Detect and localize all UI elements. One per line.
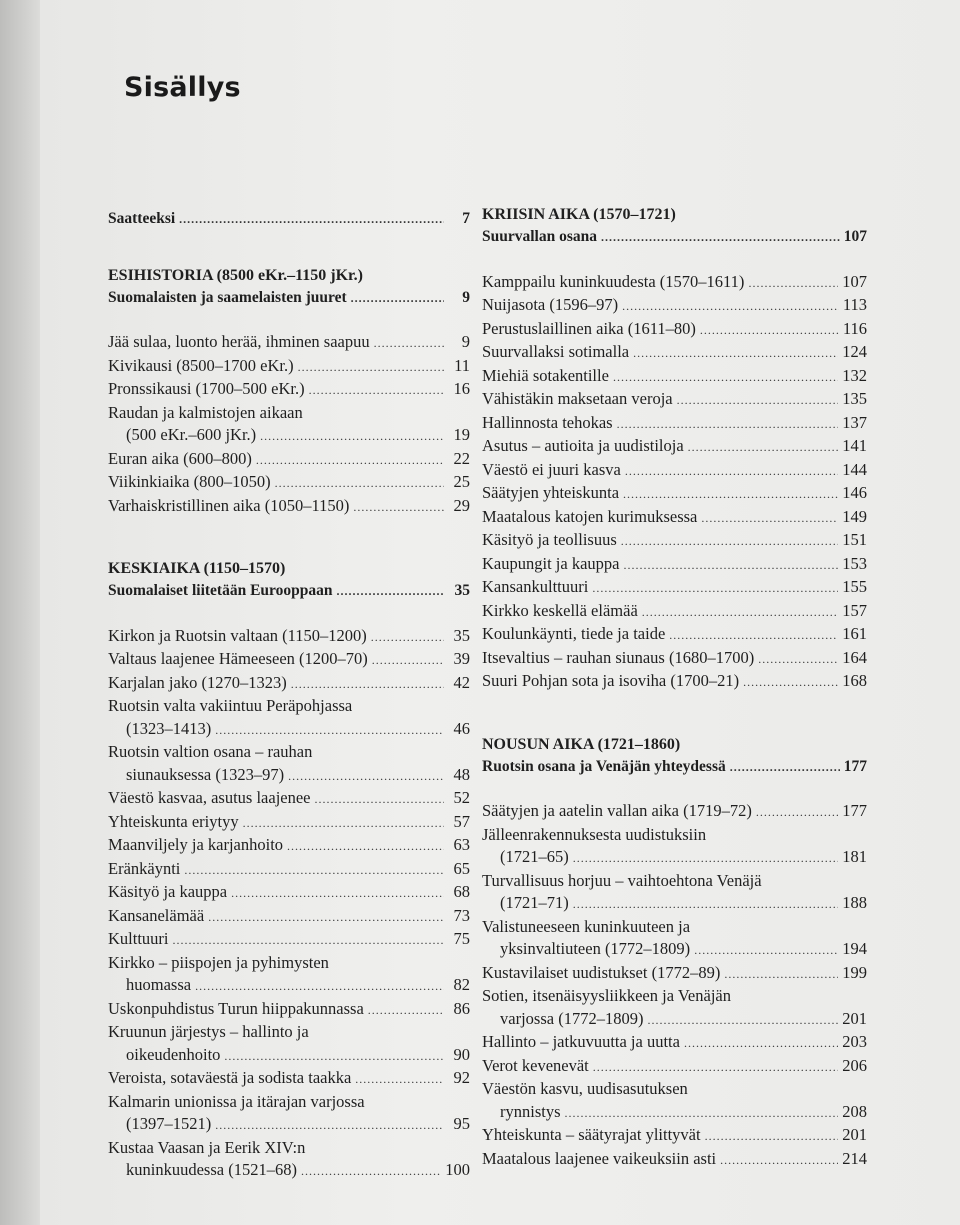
toc-section-title: ESIHISTORIA (8500 eKr.–1150 jKr.) bbox=[108, 266, 364, 284]
toc-entry bbox=[108, 787, 470, 811]
leader-dots bbox=[633, 341, 838, 365]
toc-entry-page: 95 bbox=[453, 1114, 470, 1133]
toc-entry-label: Yhteiskunta eriytyy bbox=[108, 811, 239, 831]
toc-entry-label: Säätyjen yhteiskunta bbox=[482, 483, 620, 502]
toc-entry-label: huomassa bbox=[126, 975, 192, 994]
toc-entry-label: Jää sulaa, luonto herää, ihminen saapuu bbox=[108, 332, 370, 351]
toc-entry-label: Valtaus laajenee Hämeeseen (1200–70) bbox=[108, 649, 368, 668]
toc-entry-page: 35 bbox=[453, 625, 470, 645]
toc-entry bbox=[108, 905, 470, 929]
toc-column-right bbox=[482, 204, 867, 1171]
toc-entry bbox=[108, 1113, 470, 1137]
toc-entry bbox=[482, 412, 867, 436]
leader-dots bbox=[195, 974, 444, 998]
toc-entry-page: 146 bbox=[842, 483, 867, 502]
toc-entry-label: Suuri Pohjan sota ja isoviha (1700–21) bbox=[482, 671, 740, 690]
leader-dots bbox=[224, 1044, 444, 1068]
toc-entry-label: (1323–1413) bbox=[126, 718, 212, 738]
toc-entry-page: 135 bbox=[842, 389, 867, 408]
leader-dots bbox=[622, 294, 839, 318]
toc-entry bbox=[108, 764, 470, 788]
leader-dots bbox=[613, 365, 838, 389]
page-title: Sisällys bbox=[124, 72, 241, 103]
toc-entry-label: Varhaiskristillinen aika (1050–1150) bbox=[108, 495, 350, 515]
toc-entry-label-line1: Sotien, itsenäisyysliikkeen ja Venäjän bbox=[482, 986, 731, 1005]
toc-entry-page: 35 bbox=[454, 582, 470, 599]
leader-dots bbox=[758, 647, 838, 671]
toc-entry-label: Väestö ei juuri kasva bbox=[482, 459, 621, 479]
toc-entry-page: 113 bbox=[842, 295, 867, 314]
toc-entry-page: 9 bbox=[462, 288, 470, 306]
toc-entry-label: Säätyjen ja aatelin vallan aika (1719–72) bbox=[482, 801, 752, 820]
toc-entry-label: Kivikausi (8500–1700 eKr.) bbox=[108, 355, 294, 375]
toc-entry-page: 161 bbox=[842, 624, 867, 643]
toc-entry-page: 19 bbox=[453, 425, 470, 444]
toc-entry-label: Pronssikausi (1700–500 eKr.) bbox=[108, 379, 305, 398]
toc-entry bbox=[482, 962, 867, 986]
toc-entry bbox=[482, 670, 867, 694]
leader-dots bbox=[231, 881, 444, 905]
toc-entry-page: 199 bbox=[842, 962, 867, 982]
toc-entry-label: oikeudenhoito bbox=[126, 1044, 221, 1064]
toc-entry-label: Kansanelämää bbox=[108, 905, 205, 925]
leader-dots bbox=[184, 858, 444, 882]
leader-dots bbox=[351, 287, 444, 310]
toc-entry-label: Karjalan jako (1270–1323) bbox=[108, 672, 287, 692]
leader-dots bbox=[677, 388, 839, 412]
toc-entry-label: Kamppailu kuninkuudesta (1570–1611) bbox=[482, 271, 745, 291]
toc-entry-label: (500 eKr.–600 jKr.) bbox=[126, 425, 257, 444]
leader-dots bbox=[215, 1113, 444, 1137]
leader-dots bbox=[701, 506, 838, 530]
toc-entry-page: 181 bbox=[842, 847, 867, 866]
toc-entry-page: 52 bbox=[453, 788, 470, 807]
toc-entry bbox=[482, 506, 867, 530]
toc-entry-label: Hallinto – jatkuvuutta ja uutta bbox=[482, 1032, 680, 1051]
toc-entry-label: Koulunkäynti, tiede ja taide bbox=[482, 624, 666, 643]
toc-entry bbox=[482, 1008, 867, 1032]
toc-entry-label-line1: Ruotsin valta vakiintuu Peräpohjassa bbox=[108, 696, 353, 715]
leader-dots bbox=[287, 834, 444, 858]
toc-entry-page: 107 bbox=[842, 271, 867, 291]
toc-entry bbox=[482, 938, 867, 962]
toc-entry bbox=[482, 529, 867, 553]
toc-column-left bbox=[108, 208, 470, 1183]
toc-entry bbox=[482, 459, 867, 483]
toc-entry bbox=[482, 647, 867, 671]
toc-entry-page: 100 bbox=[445, 1160, 470, 1179]
leader-dots bbox=[368, 998, 444, 1022]
toc-section-header bbox=[108, 558, 470, 603]
toc-entry-label: Maanviljely ja karjanhoito bbox=[108, 835, 284, 854]
toc-entry-label: Maatalous laajenee vaikeuksiin asti bbox=[482, 1148, 717, 1168]
toc-entry-label: Kirkon ja Ruotsin valtaan (1150–1200) bbox=[108, 625, 367, 645]
toc-entry-label: Kansankulttuuri bbox=[482, 577, 589, 596]
leader-dots bbox=[291, 672, 444, 696]
toc-entry-page: 7 bbox=[462, 210, 470, 227]
toc-entry-label: Hallinnosta tehokas bbox=[482, 412, 613, 432]
leader-dots bbox=[647, 1008, 838, 1032]
leader-dots bbox=[179, 208, 444, 231]
toc-entry-label: varjossa (1772–1809) bbox=[500, 1008, 644, 1028]
toc-entry bbox=[482, 1148, 867, 1172]
toc-entry-page: 92 bbox=[453, 1068, 470, 1087]
toc-entry-page: 188 bbox=[842, 893, 867, 912]
toc-entry-page: 137 bbox=[842, 412, 867, 432]
leader-dots bbox=[593, 1055, 839, 1079]
toc-entry-label: Yhteiskunta – säätyrajat ylittyvät bbox=[482, 1125, 701, 1144]
toc-section bbox=[108, 265, 470, 519]
toc-entry-label: Perustuslaillinen aika (1611–80) bbox=[482, 318, 696, 338]
toc-entry-label: Maatalous katojen kurimuksessa bbox=[482, 506, 698, 526]
toc-entry bbox=[108, 648, 470, 672]
toc-entry-page: 42 bbox=[453, 672, 470, 692]
toc-entry-label: Saatteeksi bbox=[108, 210, 176, 227]
toc-section-subtitle bbox=[108, 580, 470, 603]
toc-entry-page: 141 bbox=[842, 436, 867, 455]
toc-entry-page: 208 bbox=[842, 1101, 867, 1121]
leader-dots bbox=[301, 1159, 441, 1183]
toc-entry bbox=[482, 553, 867, 577]
toc-section-subtitle bbox=[482, 756, 867, 779]
leader-dots bbox=[256, 448, 444, 472]
toc-entry-page: 214 bbox=[842, 1148, 867, 1168]
leader-dots bbox=[573, 892, 839, 916]
toc-entry bbox=[482, 600, 867, 624]
toc-entry-page: 73 bbox=[453, 905, 470, 925]
toc-entry bbox=[482, 271, 867, 295]
toc-section bbox=[482, 734, 867, 1172]
toc-entry-label: Suurvallan osana bbox=[482, 228, 598, 245]
toc-entry-label: Käsityö ja kauppa bbox=[108, 882, 228, 901]
leader-dots bbox=[743, 670, 838, 694]
toc-entry-page: 39 bbox=[453, 649, 470, 668]
toc-entry-page: 177 bbox=[843, 757, 867, 775]
toc-entry-label: (1397–1521) bbox=[126, 1114, 212, 1133]
toc-entry bbox=[482, 1101, 867, 1125]
toc-entry-label: Kulttuuri bbox=[108, 929, 169, 948]
leader-dots bbox=[700, 318, 839, 342]
toc-sections-right bbox=[482, 204, 867, 1171]
toc-sections-left bbox=[108, 265, 470, 1183]
toc-entry bbox=[108, 928, 470, 952]
toc-entry bbox=[108, 1067, 470, 1091]
toc-entry-label: Kustavilaiset uudistukset (1772–89) bbox=[482, 962, 721, 982]
toc-entry-label: Ruotsin osana ja Venäjän yhteydessä bbox=[482, 757, 726, 775]
toc-entry bbox=[108, 974, 470, 998]
toc-entry bbox=[482, 800, 867, 824]
toc-entry-label-line1: Turvallisuus horjuu – vaihtoehtona Venäjä bbox=[482, 870, 762, 890]
toc-entry bbox=[108, 1044, 470, 1068]
toc-entry-page: 75 bbox=[453, 929, 470, 948]
toc-entry bbox=[108, 448, 470, 472]
toc-entry bbox=[108, 625, 470, 649]
toc-section-subtitle bbox=[482, 226, 867, 249]
leader-dots bbox=[694, 938, 838, 962]
toc-entry-page: 90 bbox=[453, 1044, 470, 1064]
toc-entry-page: 16 bbox=[453, 379, 470, 398]
toc-entry-label-line1: Väestön kasvu, uudisasutuksen bbox=[482, 1079, 688, 1098]
toc-entry-page: 149 bbox=[842, 506, 867, 526]
toc-entry-label-line1: Kalmarin unionissa ja itärajan varjossa bbox=[108, 1091, 365, 1111]
toc-entry-page: 107 bbox=[843, 228, 867, 245]
leader-dots bbox=[215, 718, 444, 742]
toc-entry-label: Vähistäkin maksetaan veroja bbox=[482, 389, 673, 408]
toc-entry-page: 153 bbox=[842, 553, 867, 573]
toc-entry bbox=[482, 1124, 867, 1148]
toc-entry bbox=[482, 388, 867, 412]
leader-dots bbox=[208, 905, 444, 929]
leader-dots bbox=[748, 271, 838, 295]
toc-entry-intro bbox=[108, 208, 470, 231]
toc-entry-page: 164 bbox=[842, 647, 867, 667]
leader-dots bbox=[720, 1148, 838, 1172]
leader-dots bbox=[243, 811, 444, 835]
toc-entry-label-line1: Kruunun järjestys – hallinto ja bbox=[108, 1022, 309, 1041]
toc-entry-label-line1: Valistuneeseen kuninkuuteen ja bbox=[482, 916, 691, 936]
toc-entry bbox=[108, 355, 470, 379]
toc-entry-label: Käsityö ja teollisuus bbox=[482, 530, 617, 549]
toc-entry-label: Suomalaiset liitetään Eurooppaan bbox=[108, 582, 333, 599]
toc-entry bbox=[482, 892, 867, 916]
toc-section-title: NOUSUN AIKA (1721–1860) bbox=[482, 735, 681, 753]
toc-entry-page: 25 bbox=[453, 472, 470, 491]
leader-dots bbox=[617, 412, 839, 436]
leader-dots bbox=[705, 1124, 839, 1148]
toc-entry-page: 82 bbox=[453, 975, 470, 994]
toc-entry bbox=[482, 435, 867, 459]
leader-dots bbox=[315, 787, 445, 811]
leader-dots bbox=[642, 600, 838, 624]
toc-entry bbox=[108, 471, 470, 495]
toc-entry bbox=[482, 1055, 867, 1079]
toc-entry-page: 144 bbox=[842, 459, 867, 479]
toc-section-title: KESKIAIKA (1150–1570) bbox=[108, 560, 286, 577]
toc-entry-page: 203 bbox=[842, 1032, 867, 1051]
toc-entry bbox=[108, 378, 470, 402]
toc-entry bbox=[482, 318, 867, 342]
toc-entry-page: 201 bbox=[842, 1125, 867, 1144]
leader-dots bbox=[288, 764, 444, 788]
toc-entry-page: 29 bbox=[453, 495, 470, 515]
toc-entry-page: 65 bbox=[453, 858, 470, 878]
toc-entry-label: Suurvallaksi sotimalla bbox=[482, 342, 630, 361]
toc-entry bbox=[108, 998, 470, 1022]
leader-dots bbox=[684, 1031, 838, 1055]
toc-entry-page: 116 bbox=[842, 318, 867, 338]
leader-dots bbox=[688, 435, 839, 459]
leader-dots bbox=[573, 846, 839, 870]
toc-entry bbox=[108, 881, 470, 905]
toc-entry-page: 57 bbox=[453, 811, 470, 831]
toc-entry-page: 168 bbox=[842, 671, 867, 690]
leader-dots bbox=[371, 625, 444, 649]
leader-dots bbox=[337, 580, 444, 603]
toc-entry-page: 194 bbox=[842, 939, 867, 958]
toc-entry-label: Itsevaltius – rauhan siunaus (1680–1700) bbox=[482, 647, 755, 667]
toc-entry-label: Euran aika (600–800) bbox=[108, 448, 252, 468]
toc-entry-page: 132 bbox=[842, 365, 867, 385]
toc-entry bbox=[108, 858, 470, 882]
toc-entry-label-line1: Kustaa Vaasan ja Eerik XIV:n bbox=[108, 1137, 306, 1157]
toc-entry-label: Suomalaisten ja saamelaisten juuret bbox=[108, 288, 347, 306]
toc-entry bbox=[108, 834, 470, 858]
toc-entry bbox=[482, 1031, 867, 1055]
toc-entry-page: 206 bbox=[842, 1055, 867, 1075]
leader-dots bbox=[353, 495, 444, 519]
toc-entry bbox=[482, 294, 867, 318]
toc-entry-page: 11 bbox=[454, 355, 470, 375]
toc-entry bbox=[108, 672, 470, 696]
leader-dots bbox=[275, 471, 444, 495]
toc-entry bbox=[108, 424, 470, 448]
toc-entry-page: 155 bbox=[842, 577, 867, 596]
toc-entry-label: yksinvaltiuteen (1772–1809) bbox=[500, 939, 691, 958]
toc-entry bbox=[482, 482, 867, 506]
toc-entry-page: 151 bbox=[842, 530, 867, 549]
toc-entry-page: 86 bbox=[453, 998, 470, 1018]
toc-section-header bbox=[108, 265, 470, 310]
toc-entry-page: 201 bbox=[842, 1008, 867, 1028]
toc-section bbox=[482, 204, 867, 694]
toc-entry bbox=[108, 718, 470, 742]
toc-entry-label-line1: Kirkko – piispojen ja pyhimysten bbox=[108, 952, 329, 972]
leader-dots bbox=[601, 226, 840, 249]
toc-entry-page: 22 bbox=[453, 448, 470, 468]
toc-entry-page: 177 bbox=[842, 801, 867, 820]
toc-entry-label: Kaupungit ja kauppa bbox=[482, 553, 620, 573]
leader-dots bbox=[565, 1101, 839, 1125]
toc-section bbox=[108, 558, 470, 1183]
toc-entry-label: Kirkko keskellä elämää bbox=[482, 600, 638, 620]
toc-entry-label: (1721–71) bbox=[500, 893, 569, 912]
toc-entry-label: Miehiä sotakentille bbox=[482, 365, 609, 385]
toc-entry-label: siunauksessa (1323–97) bbox=[126, 764, 285, 784]
toc-entry-label: Väestö kasvaa, asutus laajenee bbox=[108, 788, 311, 807]
toc-entry-page: 46 bbox=[453, 718, 470, 738]
toc-entry-label: (1721–65) bbox=[500, 847, 569, 866]
toc-entry-page: 124 bbox=[842, 342, 867, 361]
leader-dots bbox=[173, 928, 445, 952]
leader-dots bbox=[260, 424, 444, 448]
toc-entry-page: 63 bbox=[453, 835, 470, 854]
toc-entry-label: Veroista, sotaväestä ja sodista taakka bbox=[108, 1068, 352, 1087]
toc-entry bbox=[482, 623, 867, 647]
toc-entry-label-line1: Raudan ja kalmistojen aikaan bbox=[108, 402, 303, 422]
toc-entry-label: Viikinkiaika (800–1050) bbox=[108, 472, 271, 491]
toc-entry bbox=[108, 495, 470, 519]
leader-dots bbox=[625, 459, 838, 483]
toc-section-header bbox=[482, 734, 867, 779]
toc-entry bbox=[482, 365, 867, 389]
toc-entry-label: rynnistys bbox=[500, 1101, 561, 1121]
leader-dots bbox=[669, 623, 838, 647]
toc-entry bbox=[108, 331, 470, 355]
leader-dots bbox=[623, 553, 838, 577]
book-spine-shadow bbox=[0, 0, 40, 1225]
toc-section-title: KRIISIN AIKA (1570–1721) bbox=[482, 206, 676, 223]
toc-entry-label: kuninkuudessa (1521–68) bbox=[126, 1160, 297, 1179]
leader-dots bbox=[724, 962, 838, 986]
toc-entry-page: 48 bbox=[453, 764, 470, 784]
leader-dots bbox=[372, 648, 444, 672]
toc-entry-page: 157 bbox=[842, 600, 867, 620]
toc-entry-page: 9 bbox=[461, 332, 470, 351]
toc-entry bbox=[108, 1159, 470, 1183]
toc-entry-label: Nuijasota (1596–97) bbox=[482, 295, 619, 314]
toc-entry-label: Asutus – autioita ja uudistiloja bbox=[482, 436, 684, 455]
toc-entry bbox=[482, 341, 867, 365]
toc-entry-label: Uskonpuhdistus Turun hiippakunnassa bbox=[108, 998, 364, 1018]
leader-dots bbox=[355, 1067, 444, 1091]
leader-dots bbox=[374, 331, 444, 355]
leader-dots bbox=[298, 355, 444, 379]
leader-dots bbox=[309, 378, 444, 402]
toc-section-header bbox=[482, 204, 867, 249]
leader-dots bbox=[592, 576, 838, 600]
toc-entry bbox=[108, 811, 470, 835]
toc-entry-label-line1: Jälleenrakennuksesta uudistuksiin bbox=[482, 824, 707, 844]
leader-dots bbox=[623, 482, 838, 506]
toc-entry-label: Eränkäynti bbox=[108, 858, 181, 878]
leader-dots bbox=[756, 800, 838, 824]
toc-entry-page: 68 bbox=[453, 882, 470, 901]
toc-section-subtitle bbox=[108, 287, 470, 310]
leader-dots bbox=[730, 756, 840, 779]
leader-dots bbox=[621, 529, 839, 553]
toc-entry bbox=[482, 576, 867, 600]
toc-entry-label-line1: Ruotsin valtion osana – rauhan bbox=[108, 742, 313, 761]
toc-entry bbox=[482, 846, 867, 870]
toc-entry-label: Verot kevenevät bbox=[482, 1055, 589, 1075]
